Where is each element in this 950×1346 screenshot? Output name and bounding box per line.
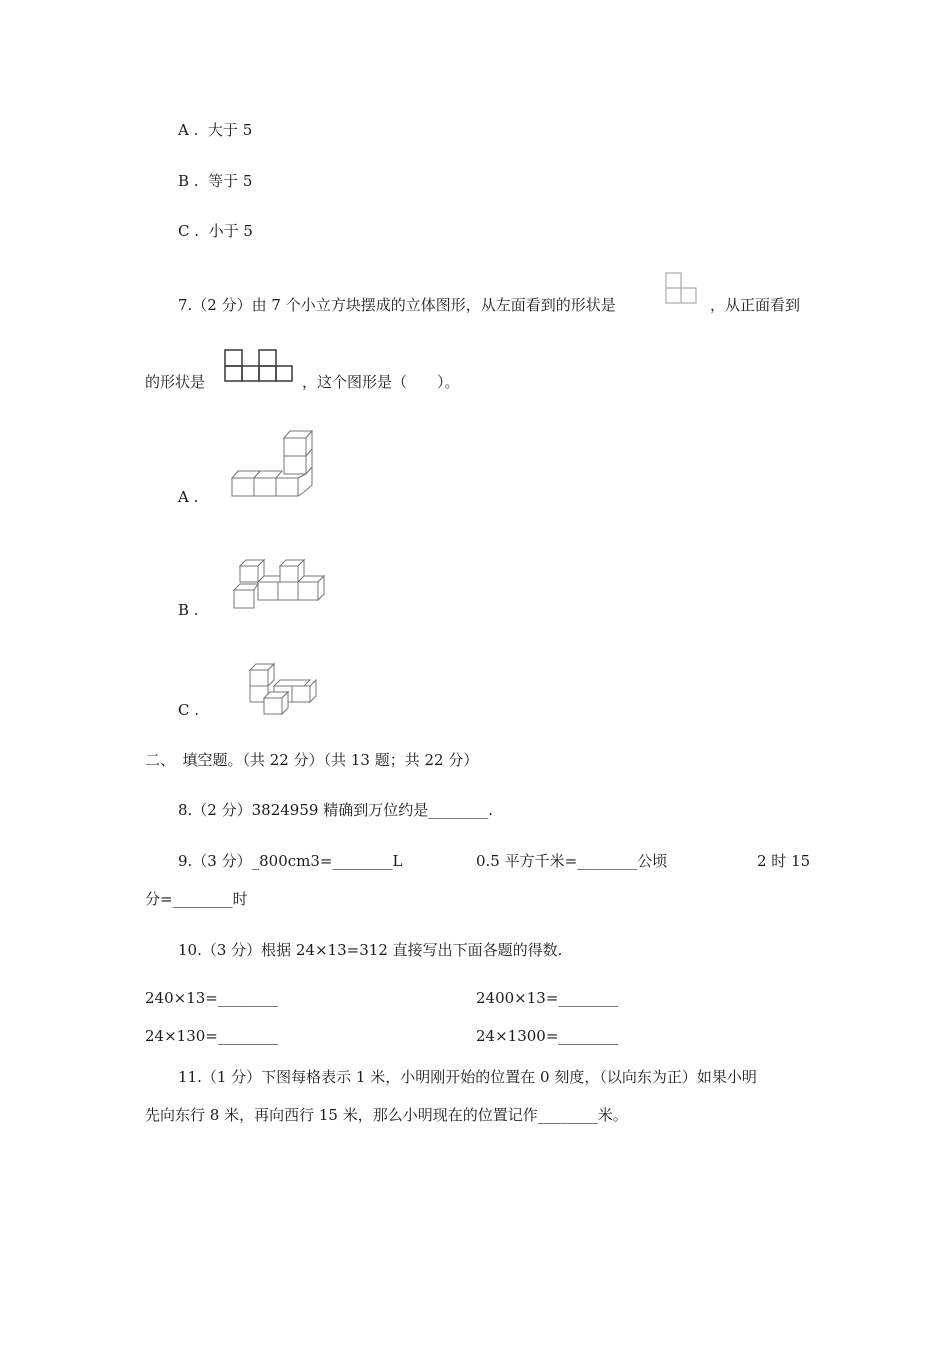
q10-text: 10.（3 分）根据 24×13=312 直接写出下面各题的得数. xyxy=(178,941,563,959)
option-letter: B xyxy=(178,601,190,619)
q9-part1: 9.（3 分）_800cm3=________L xyxy=(178,852,403,870)
q10-item-3: 24×130=________ xyxy=(145,1027,278,1045)
q11-line1: 11.（1 分）下图每格表示 1 米，小明刚开始的位置在 0 刻度，（以向东为正）如果小明 xyxy=(178,1068,757,1086)
q8-text: 8.（2 分）3824959 精确到万位约是________. xyxy=(178,801,493,819)
option-text: 大于 5 xyxy=(207,121,253,139)
q7-option-b: B . xyxy=(178,601,199,619)
q10-item-2: 2400×13=________ xyxy=(476,989,619,1007)
option-text: 等于 5 xyxy=(208,172,253,190)
q9-part3: 2 时 15 xyxy=(757,852,811,870)
q11-line2: 先向东行 8 米，再向西行 15 米，那么小明现在的位置记作________米。 xyxy=(145,1106,628,1124)
q7-line2-prefix: 的形状是 xyxy=(145,373,206,391)
q6-option-c: C . 小于 5 xyxy=(178,222,253,240)
option-a-cubes-figure xyxy=(228,428,318,502)
q7-line1-prefix: 7.（2 分）由 7 个小立方块摆成的立体图形，从左面看到的形状是 xyxy=(178,296,616,314)
q7-option-c: C . xyxy=(178,701,200,719)
q10-item-1: 240×13=________ xyxy=(145,989,278,1007)
option-text: 小于 5 xyxy=(208,222,253,240)
option-letter: B xyxy=(178,172,190,190)
option-letter: C xyxy=(178,222,190,240)
front-view-figure xyxy=(223,348,295,384)
q6-option-b: B . 等于 5 xyxy=(178,172,253,190)
q6-option-a: A . 大于 5 xyxy=(178,121,253,139)
q9-line2: 分=________时 xyxy=(145,890,248,908)
q7-line2-suffix: ，这个图形是（ ）。 xyxy=(302,373,460,391)
left-view-figure xyxy=(664,272,700,306)
q10-item-4: 24×1300=________ xyxy=(476,1027,619,1045)
q9-part2: 0.5 平方千米=________公顷 xyxy=(476,852,668,870)
section2-heading: 二、 填空题。（共 22 分）（共 13 题；共 22 分） xyxy=(145,751,479,769)
option-b-cubes-figure xyxy=(232,558,328,612)
option-letter: A xyxy=(178,121,189,139)
option-c-cubes-figure xyxy=(244,660,320,716)
q7-option-a: A . xyxy=(178,488,199,506)
option-letter: C xyxy=(178,701,190,719)
option-letter: A xyxy=(178,488,189,506)
q7-line1-suffix: ，从正面看到 xyxy=(710,296,801,314)
